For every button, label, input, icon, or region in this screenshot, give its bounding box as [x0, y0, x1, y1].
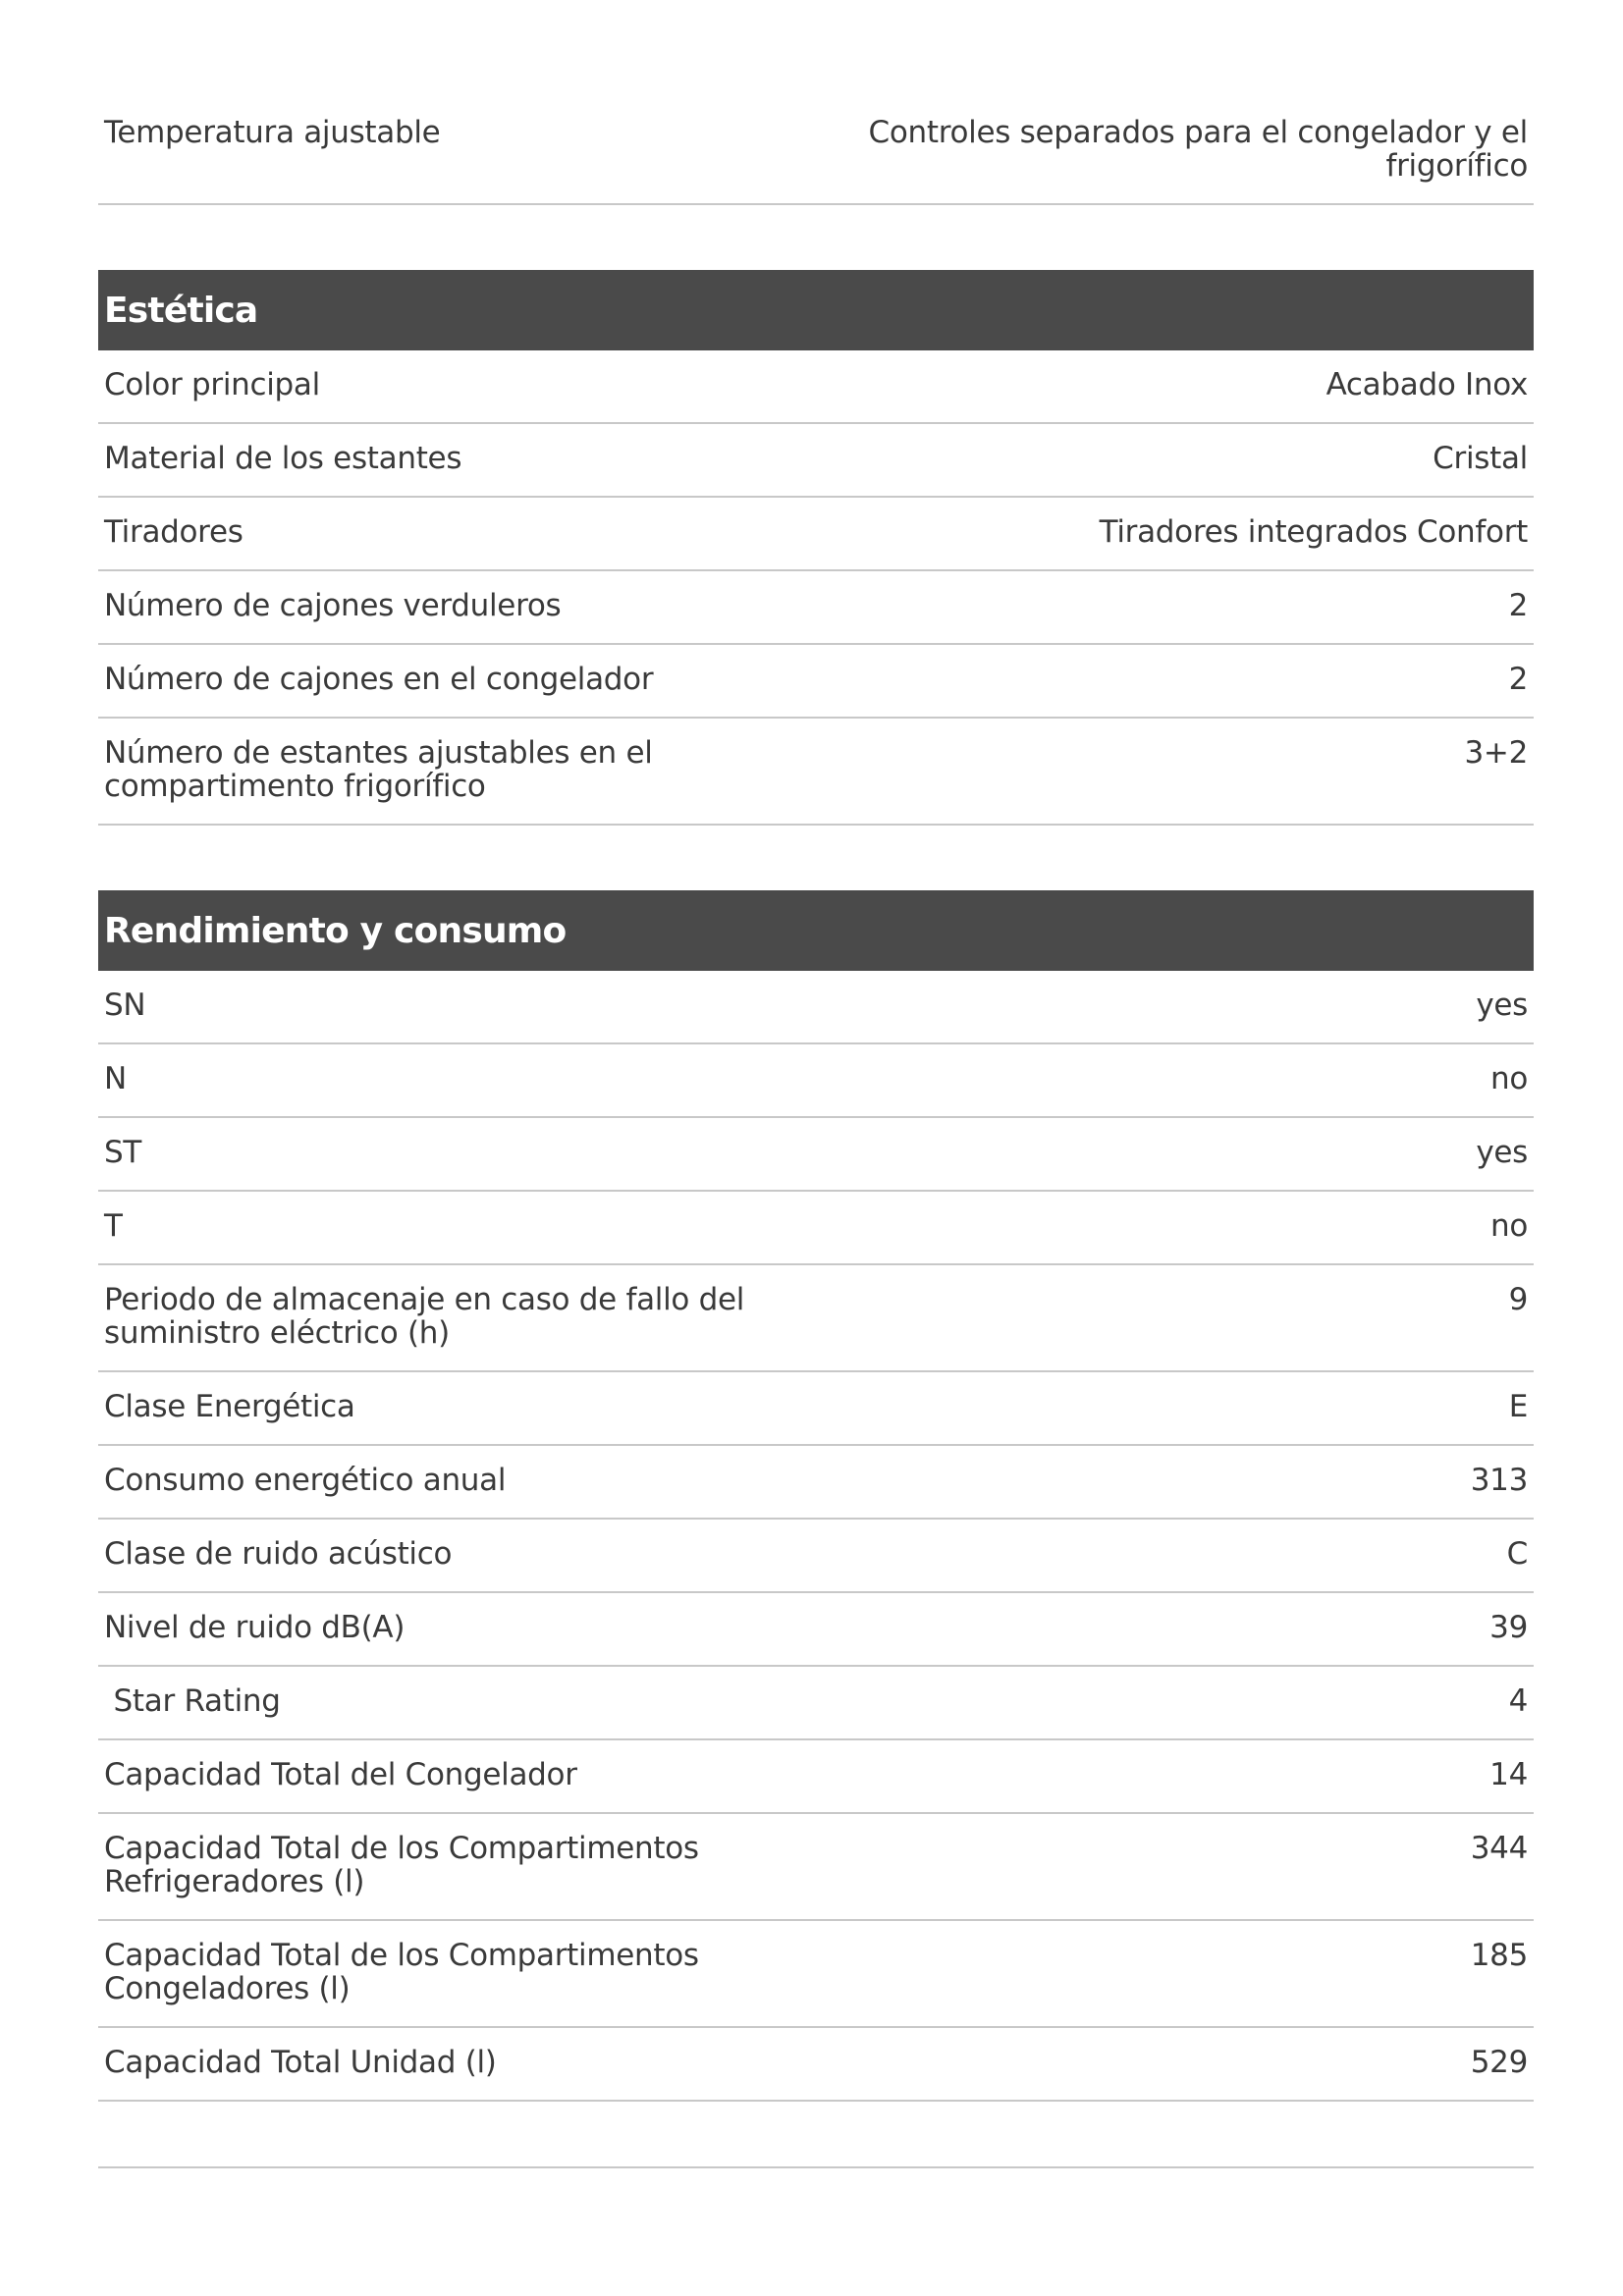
spec-label: Material de los estantes — [104, 441, 462, 476]
spec-value: 14 — [1489, 1757, 1528, 1792]
spec-value: no — [1489, 1061, 1528, 1096]
spec-row — [98, 1265, 1534, 1372]
spec-row — [98, 350, 1534, 424]
spec-row — [98, 1192, 1534, 1265]
spec-value: Controles separados para el congelador y el frigorífico — [868, 115, 1528, 184]
spec-value: Acabado Inox — [1325, 367, 1528, 402]
spec-value: Cristal — [1433, 441, 1528, 476]
spec-label: Número de cajones verduleros — [104, 588, 562, 623]
spec-label: Color principal — [104, 367, 320, 402]
spec-row — [98, 98, 1534, 205]
spec-label: Star Rating — [104, 1683, 281, 1719]
spec-sheet — [98, 98, 1534, 2168]
section-title: Estética — [104, 290, 258, 331]
spec-value: 9 — [1508, 1282, 1528, 1317]
spec-value: 185 — [1470, 1938, 1528, 1973]
section-title: Rendimiento y consumo — [104, 910, 567, 951]
spec-row — [98, 1446, 1534, 1520]
spec-label: Clase de ruido acústico — [104, 1536, 453, 1572]
spec-row — [98, 1118, 1534, 1192]
spec-label: T — [104, 1208, 123, 1244]
spec-value: 39 — [1489, 1610, 1528, 1645]
spec-value: 344 — [1470, 1831, 1528, 1866]
section-gap — [98, 826, 1534, 890]
spec-value: 3+2 — [1464, 735, 1528, 771]
spec-label: Nivel de ruido dB(A) — [104, 1610, 406, 1645]
spec-label: Capacidad Total Unidad (l) — [104, 2045, 497, 2080]
spec-label: ST — [104, 1135, 142, 1170]
spec-value: 313 — [1470, 1463, 1528, 1498]
spec-label: SN — [104, 988, 146, 1023]
spec-row — [98, 571, 1534, 645]
spec-row — [98, 1814, 1534, 1921]
spec-row — [98, 2028, 1534, 2102]
spec-label: Capacidad Total de los Compartimentos Congeladores (l) — [104, 1938, 699, 2006]
spec-label: Temperatura ajustable — [104, 115, 441, 150]
spec-row — [98, 1520, 1534, 1593]
spec-row — [98, 971, 1534, 1044]
spec-row — [98, 424, 1534, 498]
spec-row — [98, 1593, 1534, 1667]
spec-row — [98, 1921, 1534, 2028]
spec-value: 2 — [1508, 588, 1528, 623]
spec-label: Clase Energética — [104, 1389, 355, 1424]
spec-value: C — [1506, 1536, 1528, 1572]
spec-label: Periodo de almacenaje en caso de fallo del suministro eléctrico (h) — [104, 1282, 745, 1351]
spec-row — [98, 1740, 1534, 1814]
spec-value: E — [1508, 1389, 1528, 1424]
spec-label: Tiradores — [104, 514, 243, 550]
section-header-rendimiento — [98, 890, 1534, 971]
spec-label: Capacidad Total de los Compartimentos Refrigeradores (l) — [104, 1831, 699, 1899]
spec-row — [98, 498, 1534, 571]
spec-row — [98, 1667, 1534, 1740]
section-gap — [98, 205, 1534, 270]
empty-divider-row — [98, 2102, 1534, 2168]
spec-label: Número de cajones en el congelador — [104, 662, 654, 697]
spec-label: Número de estantes ajustables en el compartimento frigorífico — [104, 735, 653, 804]
spec-value: 2 — [1508, 662, 1528, 697]
section-header-estetica — [98, 270, 1534, 350]
spec-label: Capacidad Total del Congelador — [104, 1757, 577, 1792]
spec-row — [98, 645, 1534, 719]
spec-row — [98, 1044, 1534, 1118]
spec-row — [98, 1372, 1534, 1446]
spec-value: yes — [1476, 988, 1528, 1023]
spec-value: no — [1489, 1208, 1528, 1244]
spec-value: yes — [1476, 1135, 1528, 1170]
spec-value: Tiradores integrados Confort — [1099, 514, 1528, 550]
spec-value: 529 — [1470, 2045, 1528, 2080]
spec-label: Consumo energético anual — [104, 1463, 507, 1498]
spec-row — [98, 719, 1534, 826]
spec-value: 4 — [1508, 1683, 1528, 1719]
spec-label: N — [104, 1061, 127, 1096]
